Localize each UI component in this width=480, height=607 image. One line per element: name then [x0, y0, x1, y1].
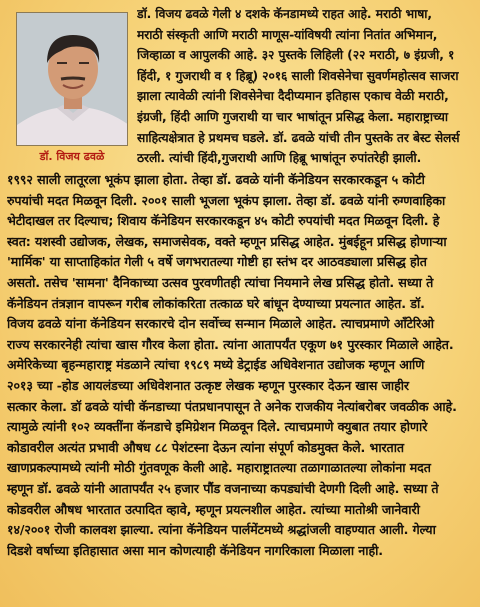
text-line: विजय ढवळे यांना कॅनेडियन सरकारचे दोन सर्वोच्च सन्मान मिळाले आहेत. त्याचप्रमाणे ऑंटेरिओ	[7, 316, 434, 332]
text-line: २०१३ च्या -होड आयलंडच्या अधिवेशनात उत्कृष्ट लेखक म्हणून पुरस्कार देऊन खास जाहीर	[7, 377, 409, 393]
text-line: कोडावरील अत्यंत प्रभावी औषध ८८ पेशंटस्ना देऊन त्यांना संपूर्ण कोडमुक्त केले. भारतात	[7, 439, 404, 455]
text-line: झाला त्यावेळी त्यांनी शिवसेनेचा दैदीप्यमान इतिहास एकाच वेळी मराठी,	[137, 89, 449, 104]
text-line: ठरली. त्यांची हिंदी,गुजराथी आणि हिब्रू भाषांतून रुपांतरेही झाली.	[137, 151, 422, 166]
text-line: कॅनेडियन तंत्रज्ञान वापरून गरीब लोकांकरिता तत्काळ घरे बांधून देण्याच्या प्रयत्नात आहेत. डॉ.	[7, 295, 425, 311]
portrait-block	[13, 12, 131, 168]
text-line: 'मार्मिक' या साप्ताहिकांत गेली ५ वर्षे जगभरातल्या गोष्टी हा स्तंभ दर आठवड्याला प्रसिद्ध होत	[7, 254, 427, 270]
text-line: म्हणून डॉ. ढवळे यांनी आतापर्यंत २५ हजार पौंड वजनाच्या कपड्यांची देणगी दिली आहे. सध्या ते	[7, 480, 439, 496]
text-line: दिडशे वर्षाच्या इतिहासात असा मान कोणत्याही कॅनेडियन नागरिकाला मिळाला नाही.	[7, 542, 383, 558]
text-line: खाणप्रकल्पामध्ये त्यांनी मोठी गुंतवणूक केली आहे. महाराष्ट्रातल्या तळागाळातल्या लोकांना मदत	[7, 460, 431, 476]
text-line: रुपयांची मदत मिळवून दिली. २००१ साली भूजला भूकंप झाला. तेव्हा डॉ. ढवळे यांनी रुग्णवाहिका	[7, 192, 446, 208]
text-line: जिव्हाळा व आपुलकी आहे. ३२ पुस्तके लिहिली (२२ मराठी, ७ इंग्रजी, १	[137, 48, 455, 63]
text-line: इंग्रजी, हिंदी आणि गुजराथी या चार भाषांतून प्रसिद्ध केला. महाराष्ट्राच्या	[137, 109, 448, 124]
text-line: अमेरिकेच्या बृहन्महाराष्ट्र मंडळाने त्यांचा १९८९ मध्ये डेट्राईड अधिवेशनात उद्योजक म्हणून आणि	[7, 357, 425, 373]
text-line: राज्य सरकारनेही त्यांचा खास गौरव केला होता. त्यांना आतापर्यंत एकूण ७१ पुरस्कार मिळाले आहेत.	[7, 336, 454, 352]
text-line: मराठी संस्कृती आणि मराठी माणूस-यांविषयी त्यांना नितांत अभिमान,	[137, 27, 438, 42]
portrait-illustration	[17, 13, 128, 146]
text-line: स्वत: यशस्वी उद्योजक, लेखक, समाजसेवक, वक्ते म्हणून प्रसिद्ध आहेत. मुंबईहून प्रसिद्ध होणाऱ्या	[7, 233, 447, 249]
portrait-caption: डॉ. विजय ढवळे	[39, 150, 105, 163]
text-line: त्यामुळे त्यांनी १०२ व्यक्तींना कॅनडाचे इमिग्रेशन मिळवून दिले. त्याचप्रमाणे क्युबात तयार होणारे	[7, 419, 428, 435]
text-line: १४/२००१ रोजी कालवश झाल्या. त्यांना कॅनेडियन पार्लमेंटमध्ये श्रद्धांजली वाहण्यात आली. गेल्या	[7, 522, 436, 538]
text-line: हिंदी, १ गुजराथी व १ हिब्रू) २०१६ साली शिवसेनेचा सुवर्णमहोत्सव साजरा	[137, 68, 459, 83]
portrait-photo	[16, 12, 128, 146]
text-line: साहित्यक्षेत्रात हे प्रथमच घडले. डॉ. ढवळे यांची तीन पुस्तके तर बेस्ट सेलर्स	[137, 130, 460, 145]
text-line: कोडवरील औषध भारतात उत्पादित व्हावे, म्हणून प्रयत्नशील आहेत. त्यांच्या मातोश्री जानेवारी	[7, 501, 420, 517]
text-line: सत्कार केला. डॉ ढवळे यांची कॅनडाच्या पंतप्रधानपासून ते अनेक राजकीय नेत्यांबरोबर जवळीक आहे.	[7, 398, 457, 414]
text-line: डॉ. विजय ढवळे गेली ४ दशके कॅनडामध्ये राहत आहे. मराठी भाषा,	[137, 7, 432, 21]
text-line: असतो. तसेच 'सामना' दैनिकाच्या उत्सव पुरवणीतही त्यांचा नियमाने लेख प्रसिद्ध होतो. सध्या ते	[7, 274, 434, 290]
main-paragraph	[7, 170, 473, 561]
intro-paragraph	[137, 4, 473, 169]
text-line: १९९२ साली लातूरला भूकंप झाला होता. तेव्हा डॉ. ढवळे यांनी कॅनेडियन सरकारकडून ५ कोटी	[7, 172, 425, 187]
text-line: भेटीदाखल तर दिल्याच; शिवाय कॅनेडियन सरकारकडून ४५ कोटी रुपयांची मदत मिळवून दिली. हे	[7, 213, 440, 229]
article-header-section	[7, 4, 473, 170]
